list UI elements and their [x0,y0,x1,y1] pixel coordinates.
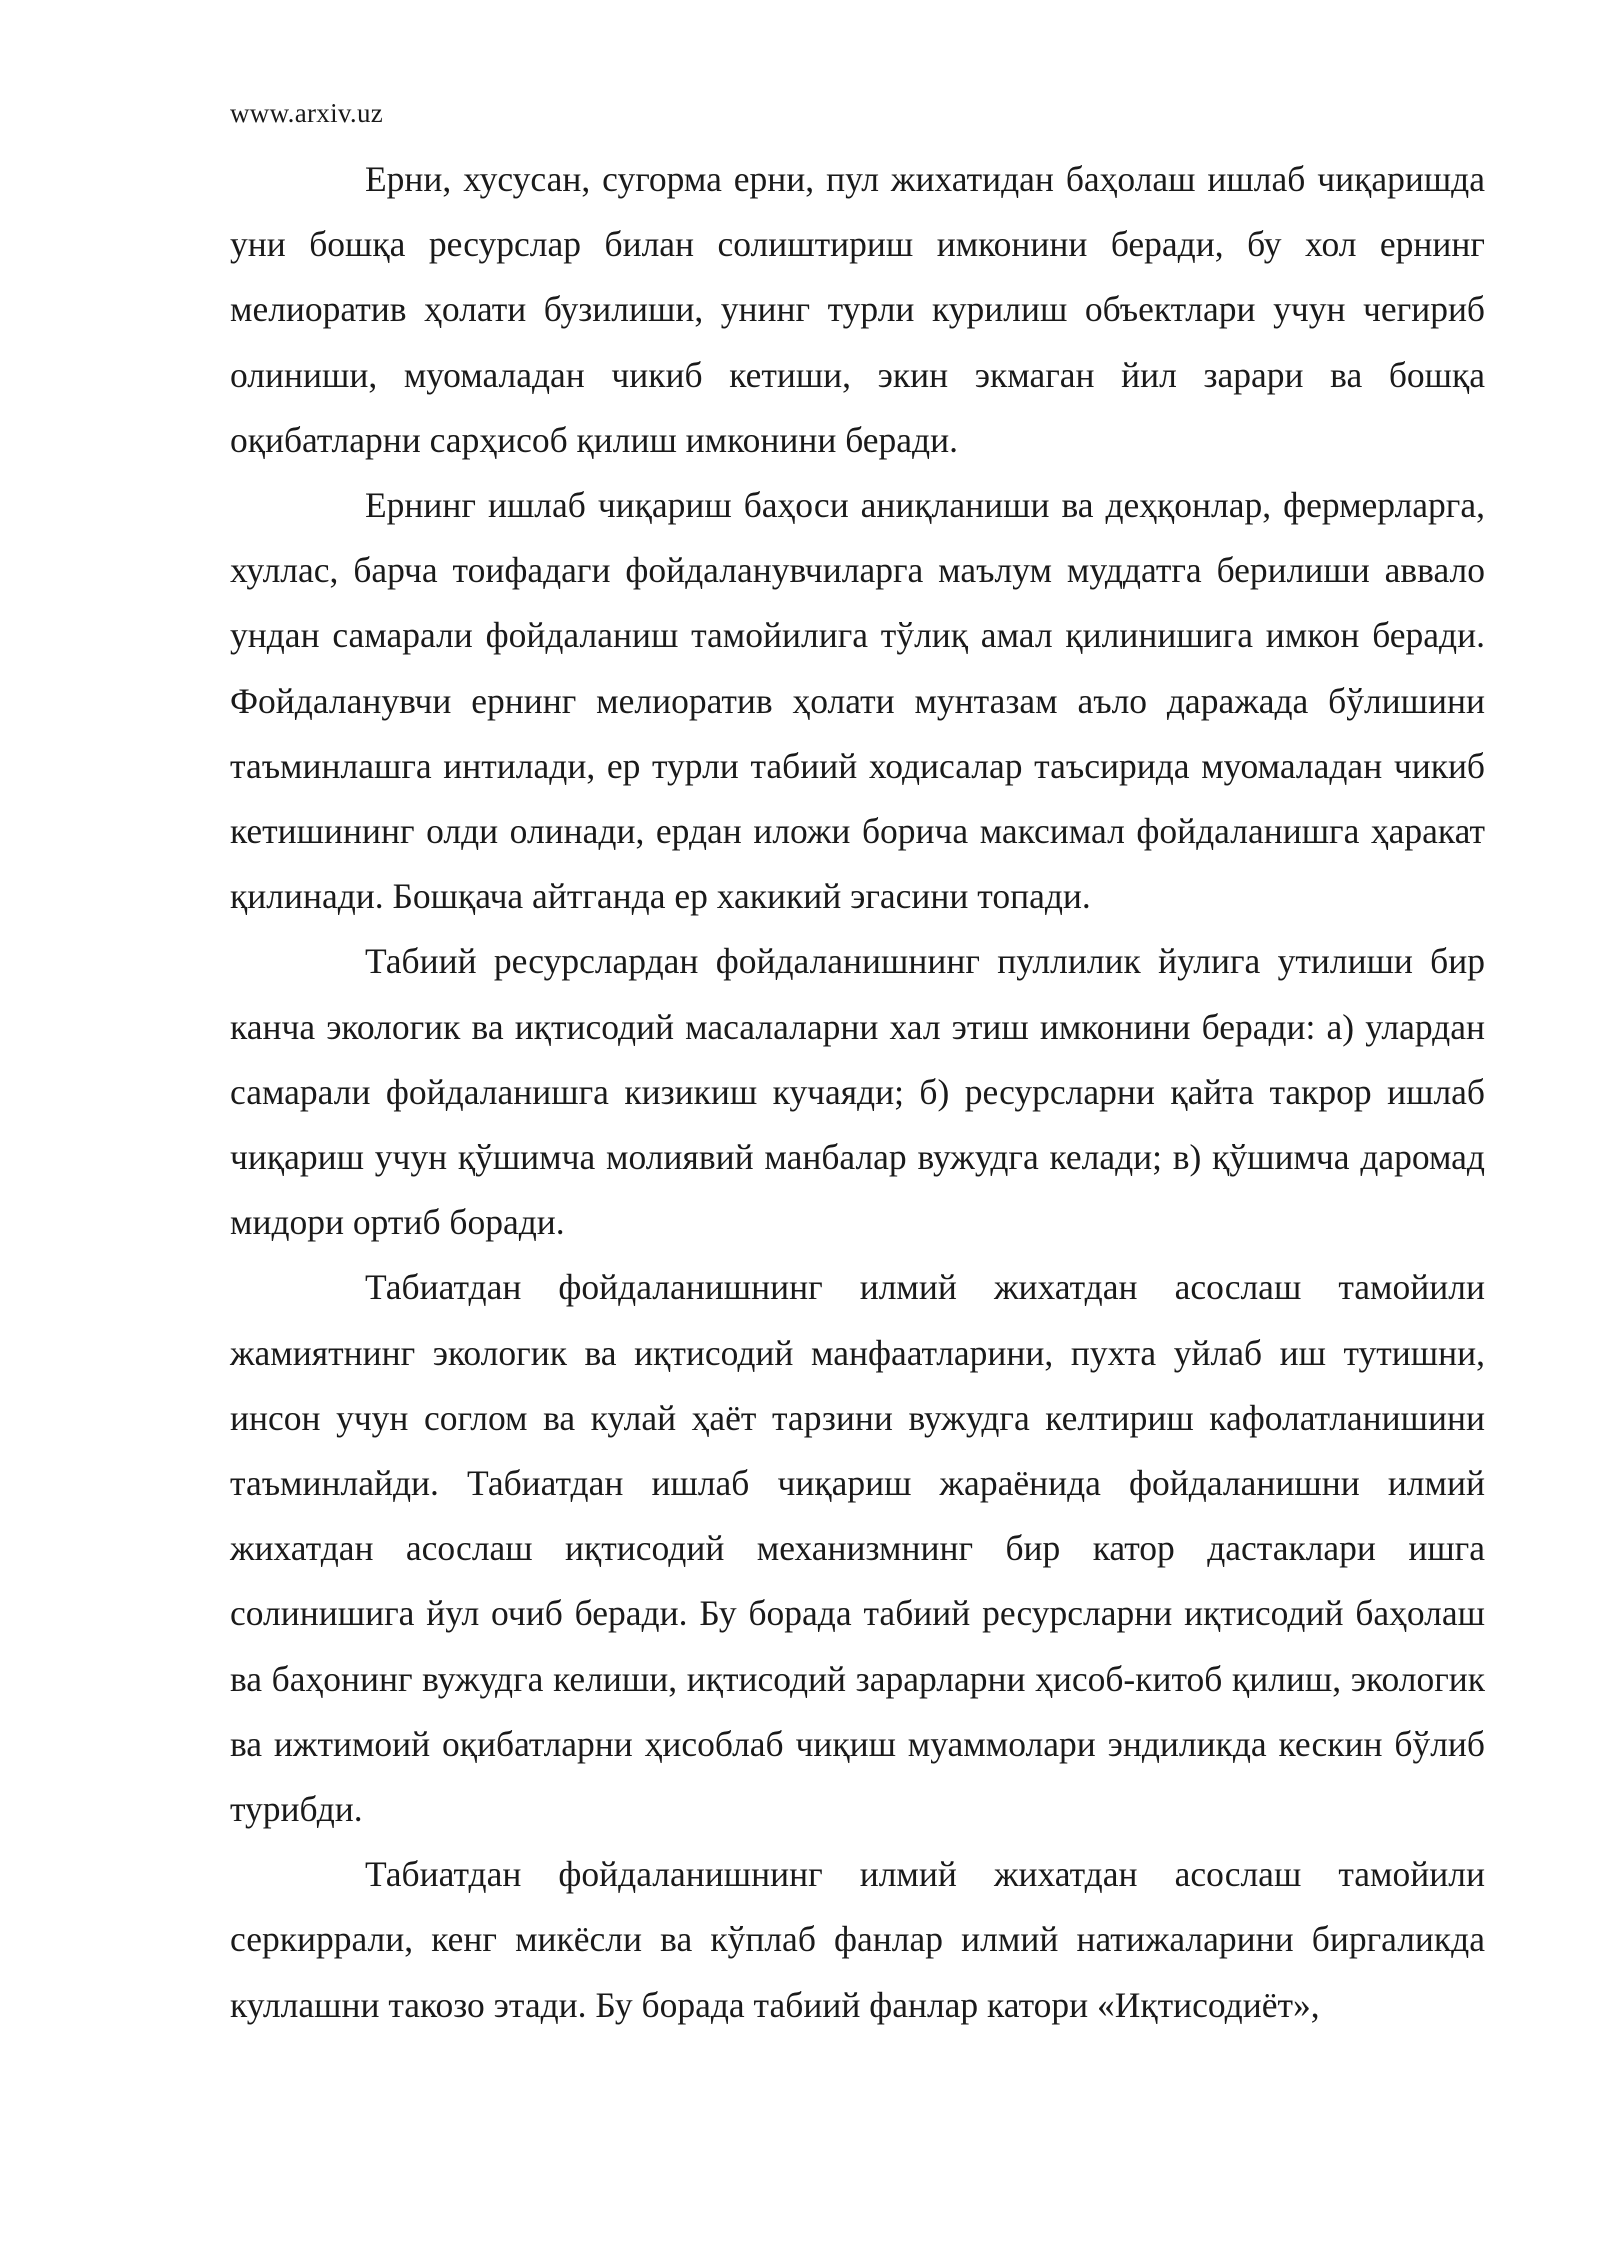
paragraph: Табиий ресурслардан фойдаланишнинг пуллилик йулига утилиши бир канча экологик ва иқтисодий масалаларни хал этиш имконини беради: а) улардан самарали фойдаланишга кизикиш кучаяди; б) ресурсларни қайта такрор ишлаб чиқариш учун қўшимча молиявий манбалар вужудга келади; в) қўшимча даромад мидори ортиб боради. [230,941,1485,1243]
paragraph: Табиатдан фойдаланишнинг илмий жихатдан асослаш тамойили серкиррали, кенг микёсли ва кўплаб фанлар илмий натижаларини биргаликда куллашни такозо этади. Бу борада табиий фанлар катори «Иқтисодиёт», [230,1854,1485,2025]
document-body [230,147,1485,2038]
paragraph: Ернинг ишлаб чиқариш баҳоси аниқланиши ва деҳқонлар, фермерларга, хуллас, барча тоифадаги фойдаланувчиларга маълум муддатга берилиши аввало ундан самарали фойдаланиш тамойилига тўлиқ амал қилинишига имкон беради. Фойдаланувчи ернинг мелиоратив ҳолати мунтазам аъло даражада бўлишини таъминлашга интилади, ер турли табиий ходисалар таъсирида муомаладан чикиб кетишининг олди олинади, ердан иложи борича максимал фойдаланишга ҳаракат қилинади. Бошқача айтганда ер хакикий эгасини топади. [230,485,1485,917]
site-header: www.arxiv.uz [230,98,384,128]
paragraph: Ерни, хусусан, сугорма ерни, пул жихатидан баҳолаш ишлаб чиқаришда уни бошқа ресурслар билан солиштириш имконини беради, бу хол ернинг мелиоратив ҳолати бузилиши, унинг турли курилиш объектлари учун чегириб олиниши, муомаладан чикиб кетиши, экин экмаган йил зарари ва бошқа оқибатларни сарҳисоб қилиш имконини беради. [230,159,1485,460]
paragraph: Табиатдан фойдаланишнинг илмий жихатдан асослаш тамойили жамиятнинг экологик ва иқтисодий манфаатларини, пухта уйлаб иш тутишни, инсон учун соглом ва кулай ҳаёт тарзини вужудга келтириш кафолатланишини таъминлайди. Табиатдан ишлаб чиқариш жараёнида фойдаланишни илмий жихатдан асослаш иқтисодий механизмнинг бир катор дастаклари ишга солинишига йул очиб беради. Бу борада табиий ресурсларни иқтисодий баҳолаш ва баҳонинг вужудга келиши, иқтисодий зарарларни ҳисоб-китоб қилиш, экологик ва ижтимоий оқибатларни ҳисоблаб чиқиш муаммолари эндиликда кескин бўлиб турибди. [230,1267,1485,1830]
